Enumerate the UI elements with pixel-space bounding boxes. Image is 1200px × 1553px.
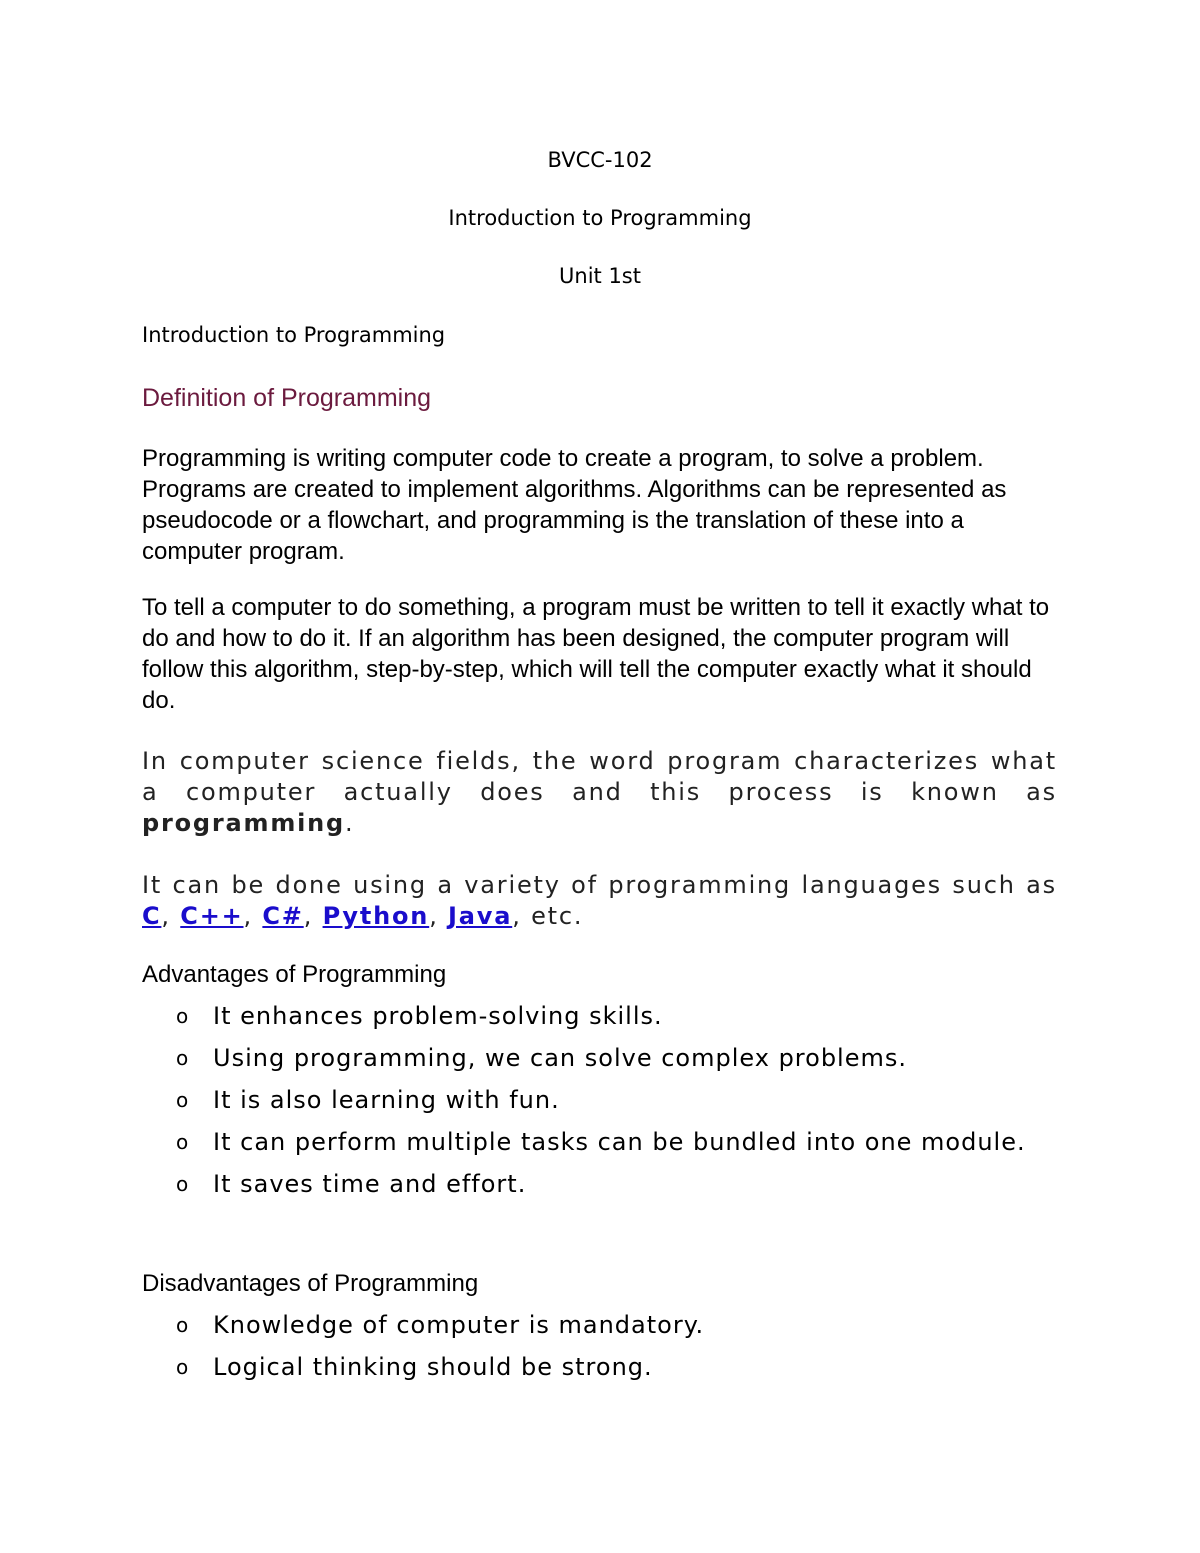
disadvantages-heading: Disadvantages of Programming <box>142 1270 479 1297</box>
list-item-text: It saves time and effort. <box>213 1170 527 1198</box>
list-item-text: It can perform multiple tasks can be bundled into one module. <box>213 1128 1026 1156</box>
language-link-cpp[interactable]: C++ <box>180 902 244 930</box>
definition-heading: Definition of Programming <box>142 384 432 412</box>
bullet-icon: o <box>176 1130 190 1154</box>
disadvantages-list <box>142 1306 1057 1390</box>
list-item <box>142 997 1057 1036</box>
paragraph-4-end: , etc. <box>512 902 584 930</box>
separator: , <box>161 902 181 930</box>
list-item <box>142 1123 1057 1162</box>
list-item-text: Knowledge of computer is mandatory. <box>213 1311 705 1339</box>
separator: , <box>429 902 449 930</box>
separator: , <box>243 902 263 930</box>
bullet-icon: o <box>176 1046 190 1070</box>
unit-label: Unit 1st <box>559 264 641 288</box>
definition-paragraph-1: Programming is writing computer code to create a program, to solve a problem. Programs are created to implement algorithms. Algorithms can be represented as pseudocode or a flowchart, and programming is the translation of these into a computer program. <box>142 445 1007 565</box>
advantages-list <box>142 997 1057 1207</box>
bullet-icon: o <box>176 1355 190 1379</box>
advantages-heading: Advantages of Programming <box>142 961 447 988</box>
course-title: Introduction to Programming <box>448 206 752 230</box>
list-item-text: Logical thinking should be strong. <box>213 1353 653 1381</box>
language-link-c[interactable]: C <box>142 902 162 930</box>
bullet-icon: o <box>176 1313 190 1337</box>
list-item <box>142 1081 1057 1120</box>
definition-paragraph-4 <box>142 870 1057 932</box>
paragraph-3-text: In computer science fields, the word program characterizes what a computer actually does and this process is known as <box>142 747 1057 806</box>
section-title: Introduction to Programming <box>142 323 446 347</box>
list-item <box>142 1039 1057 1078</box>
paragraph-3-end: . <box>345 809 355 837</box>
bullet-icon: o <box>176 1172 190 1196</box>
definition-paragraph-3 <box>142 746 1057 839</box>
course-code: BVCC-102 <box>547 148 653 172</box>
language-link-python[interactable]: Python <box>322 902 430 930</box>
bullet-icon: o <box>176 1004 190 1028</box>
separator: , <box>303 902 323 930</box>
paragraph-4-text: It can be done using a variety of programming languages such as <box>142 871 1057 899</box>
definition-paragraph-2: To tell a computer to do something, a program must be written to tell it exactly what to do and how to do it. If an algorithm has been designed, the computer program will follow this algorithm, step-by-step, which will tell the computer exactly what it should do. <box>142 594 1050 714</box>
list-item-text: It enhances problem-solving skills. <box>213 1002 663 1030</box>
language-link-java[interactable]: Java <box>448 902 513 930</box>
list-item-text: Using programming, we can solve complex problems. <box>213 1044 907 1072</box>
list-item-text: It is also learning with fun. <box>213 1086 560 1114</box>
list-item <box>142 1306 1057 1345</box>
list-item <box>142 1165 1057 1204</box>
programming-term: programming <box>142 809 346 837</box>
language-link-csharp[interactable]: C# <box>262 902 304 930</box>
list-item <box>142 1348 1057 1387</box>
bullet-icon: o <box>176 1088 190 1112</box>
